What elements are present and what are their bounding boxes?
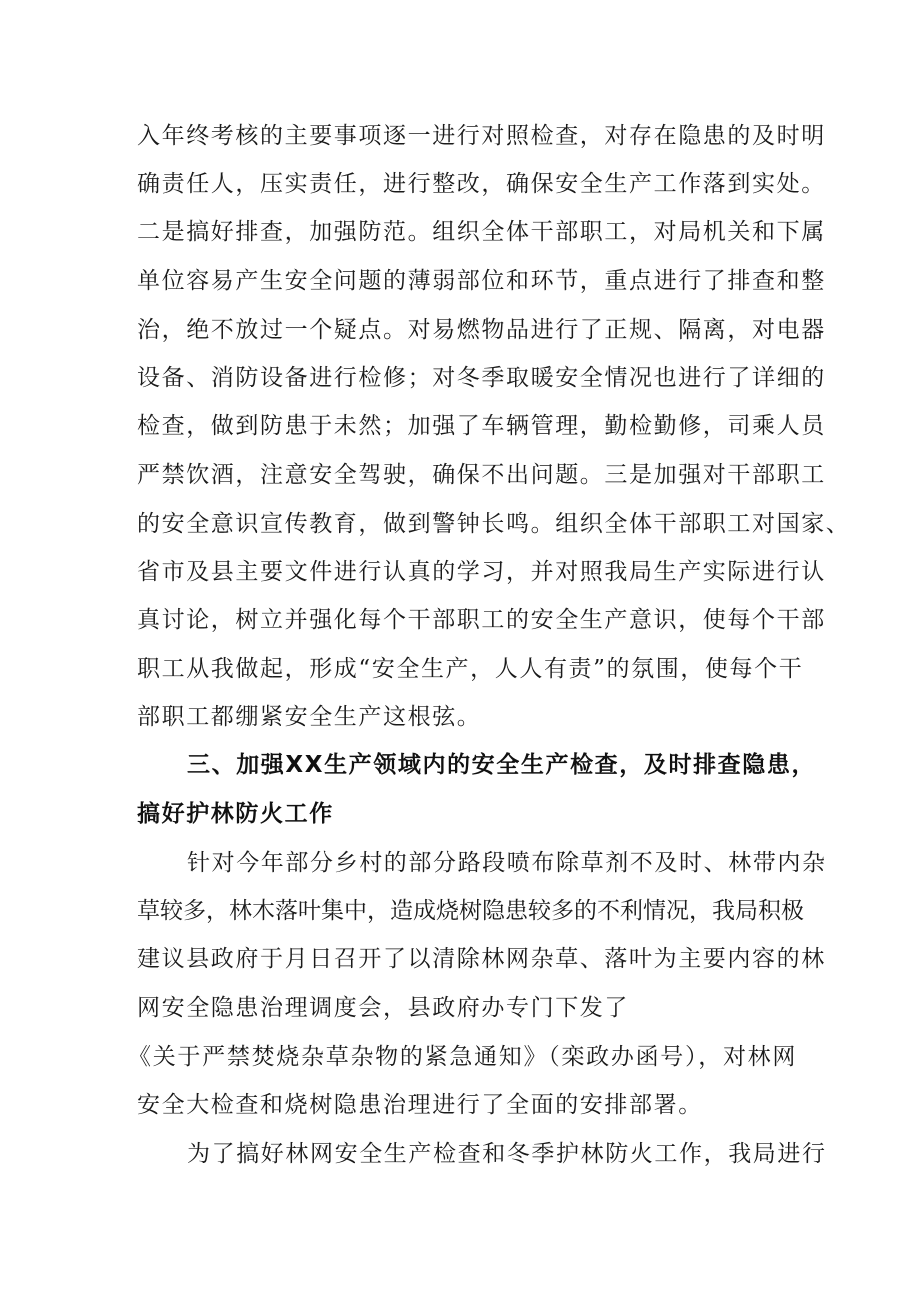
body-text-line: 《关于严禁焚烧杂草杂物的紧急通知》（栾政办函号），对林网 [128, 1044, 797, 1070]
body-text-line: 针对今年部分乡村的部分路段喷布除草剂不及时、林带内杂 [187, 850, 827, 876]
body-text-line: 单位容易产生安全问题的薄弱部位和环节，重点进行了排查和整 [137, 268, 826, 294]
body-text-line: 真讨论，树立并强化每个干部职工的安全生产意识，使每个干部 [137, 607, 826, 633]
body-text-line: 为了搞好林网安全生产检查和冬季护林防火工作，我局进行 [187, 1141, 827, 1167]
body-text-line: 草较多，林木落叶集中，造成烧树隐患较多的不利情况，我局积极 [137, 898, 804, 924]
body-text-line: 严禁饮酒，注意安全驾驶，确保不出问题。三是加强对干部职工 [137, 462, 826, 488]
body-text-line: 治，绝不放过一个疑点。对易燃物品进行了正规、隔离，对电器 [137, 317, 826, 343]
body-text-line: 检查，做到防患于未然；加强了车辆管理，勤检勤修，司乘人员 [137, 413, 826, 439]
body-text-line: 职工从我做起，形成“安全生产，人人有责”的氛围，使每个干 [137, 656, 804, 682]
body-text-line: 确责任人，压实责任，进行整改，确保安全生产工作落到实处。 [137, 171, 826, 197]
body-text-line: 网安全隐患治理调度会，县政府办专门下发了 [137, 995, 629, 1021]
body-text-line: 入年终考核的主要事项逐一进行对照检查，对存在隐患的及时明 [137, 123, 826, 149]
body-text-line: 部职工都绷紧安全生产这根弦。 [137, 704, 482, 730]
section-heading: 三、加强XX生产领域内的安全生产检查，及时排查隐患， [187, 752, 817, 778]
body-text-line: 省市及县主要文件进行认真的学习，并对照我局生产实际进行认 [137, 559, 826, 585]
section-heading: 搞好护林防火工作 [137, 801, 334, 827]
body-text-line: 建议县政府于月日召开了以清除林网杂草、落叶为主要内容的林 [137, 946, 826, 972]
body-text-line: 安全大检查和烧树隐患治理进行了全面的安排部署。 [137, 1092, 703, 1118]
body-text-line: 的安全意识宣传教育，做到警钟长鸣。组织全体干部职工对国家、 [137, 511, 851, 537]
body-text-line: 二是搞好排查，加强防范。组织全体干部职工，对局机关和下属 [137, 219, 826, 245]
body-text-line: 设备、消防设备进行检修；对冬季取暖安全情况也进行了详细的 [137, 365, 826, 391]
